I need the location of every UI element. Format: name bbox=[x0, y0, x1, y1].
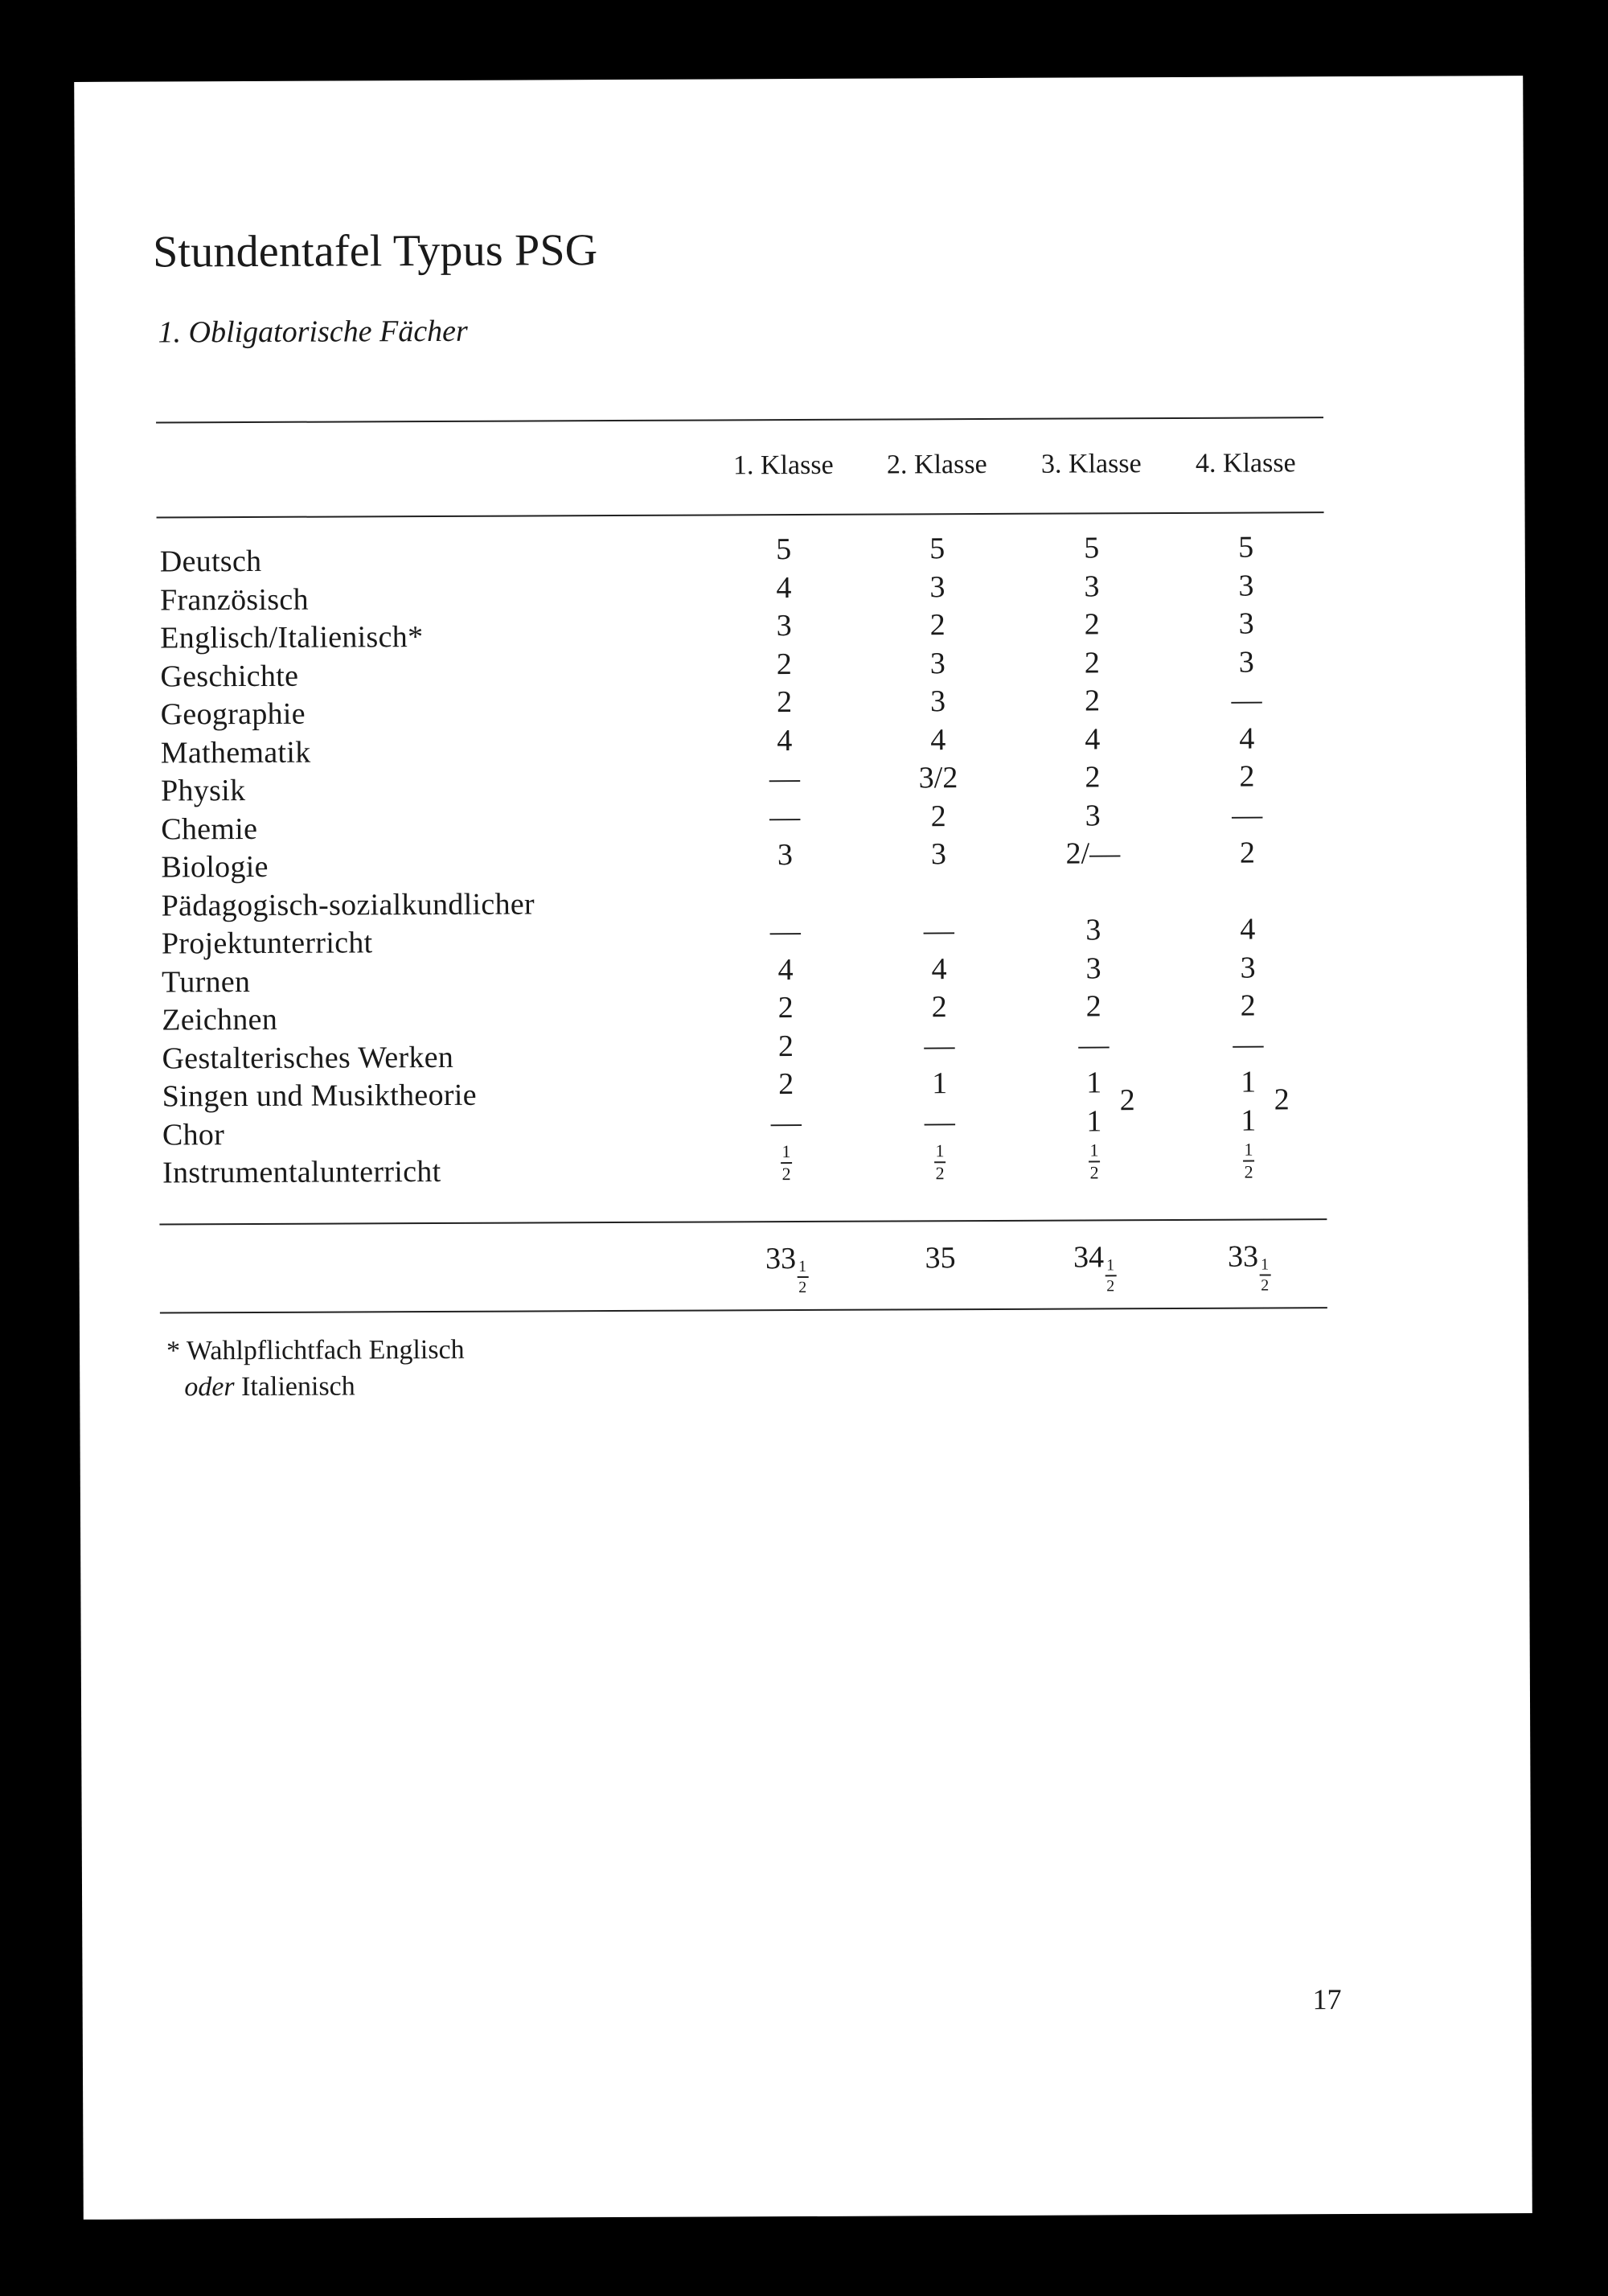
table-cell: 3 bbox=[929, 684, 946, 719]
subject-label: Pädagogisch-sozialkundlicher bbox=[161, 886, 535, 922]
subject-label: Chor bbox=[162, 1117, 225, 1152]
table-cell bbox=[884, 1142, 996, 1183]
table-cell: 4 bbox=[1239, 721, 1255, 756]
table-cell: 2 bbox=[1084, 645, 1100, 680]
table-cell: 2 bbox=[929, 608, 946, 643]
column-header-1: 1. Klasse bbox=[732, 450, 834, 481]
fraction-numerator: 1 bbox=[1261, 1255, 1270, 1274]
table-cell: 2 bbox=[777, 1029, 794, 1063]
table-cell: 3 bbox=[1238, 606, 1254, 641]
footnote-italic: oder bbox=[184, 1372, 235, 1403]
section-heading: 1. Obligatorische Fächer bbox=[158, 314, 468, 350]
subject-label: Zeichnen bbox=[162, 1002, 278, 1037]
table-cell: 5 bbox=[1238, 530, 1254, 565]
column-header-4: 4. Klasse bbox=[1195, 448, 1296, 479]
subject-label: Physik bbox=[160, 774, 246, 808]
table-cell: — bbox=[1233, 1027, 1264, 1062]
table-cell: 2 bbox=[1085, 989, 1101, 1024]
table-cell: 2 bbox=[930, 799, 946, 833]
fraction-half bbox=[797, 1259, 808, 1296]
table-cell: — bbox=[770, 1105, 802, 1140]
table-cell: 1 bbox=[1086, 1103, 1102, 1138]
fraction-denominator: 2 bbox=[1089, 1162, 1099, 1183]
fraction-denominator: 2 bbox=[1106, 1277, 1115, 1296]
table-cell: 3 bbox=[776, 609, 792, 643]
table-cell bbox=[1038, 1141, 1151, 1182]
table-cell: 1 bbox=[1086, 1066, 1102, 1100]
table-cell: 3/2 bbox=[918, 761, 958, 795]
fraction-half bbox=[934, 1140, 946, 1184]
table-cell: 3 bbox=[1084, 569, 1100, 603]
table-cell: 4 bbox=[930, 722, 946, 757]
total-cell bbox=[731, 1241, 843, 1296]
table-bottom-rule bbox=[160, 1307, 1327, 1313]
table-cell: 2 bbox=[777, 991, 794, 1025]
subject-label: Singen und Musiktheorie bbox=[162, 1078, 477, 1114]
table-cell: 1 bbox=[1241, 1103, 1257, 1138]
table-cell: 3 bbox=[1085, 951, 1101, 985]
table-cell: 4 bbox=[777, 952, 794, 987]
page-title: Stundentafel Typus PSG bbox=[152, 225, 598, 277]
table-cell: 1 bbox=[932, 1066, 948, 1101]
column-header-2: 2. Klasse bbox=[886, 449, 987, 480]
subject-label: Biologie bbox=[161, 849, 269, 885]
table-cell: 4 bbox=[931, 951, 947, 986]
table-top-rule bbox=[156, 417, 1323, 423]
value-integer: 33 bbox=[1228, 1239, 1259, 1274]
fraction-denominator: 2 bbox=[1244, 1161, 1253, 1182]
table-cell: 3 bbox=[1238, 569, 1254, 603]
fraction-numerator: 1 bbox=[1089, 1140, 1099, 1160]
fraction-half bbox=[781, 1143, 792, 1183]
fraction-half bbox=[1259, 1256, 1270, 1293]
fraction-denominator: 2 bbox=[781, 1164, 791, 1185]
footnote-rest: Italienisch bbox=[234, 1371, 355, 1403]
subject-label: Deutsch bbox=[159, 544, 262, 579]
subject-label: Französisch bbox=[159, 582, 309, 617]
table-cell: 2 bbox=[1084, 684, 1101, 718]
subject-label: Projektunterricht bbox=[161, 926, 373, 961]
table-cell: 3 bbox=[1238, 645, 1254, 680]
fraction-denominator: 2 bbox=[798, 1278, 807, 1297]
subject-label: Chemie bbox=[161, 811, 258, 846]
fraction-half bbox=[1243, 1141, 1254, 1181]
subject-label: Geographie bbox=[160, 696, 306, 732]
table-cell: 2 bbox=[776, 685, 793, 720]
fraction-denominator: 2 bbox=[1261, 1276, 1270, 1295]
fraction-numerator: 1 bbox=[781, 1141, 791, 1162]
table-cell: 2 bbox=[1084, 607, 1100, 642]
subject-label: Gestalterisches Werken bbox=[162, 1040, 454, 1075]
table-cell: 5 bbox=[776, 532, 792, 567]
fraction-numerator: 1 bbox=[798, 1257, 807, 1276]
value-integer: 33 bbox=[765, 1242, 797, 1276]
table-cell: 4 bbox=[1085, 721, 1101, 756]
table-cell: 4 bbox=[776, 570, 792, 605]
fraction-half bbox=[1105, 1257, 1116, 1294]
table-cell: 3 bbox=[929, 569, 946, 604]
table-cell: — bbox=[769, 762, 801, 796]
table-cell bbox=[1192, 1140, 1305, 1181]
fraction-numerator: 1 bbox=[1106, 1256, 1115, 1275]
table-cell: — bbox=[924, 1028, 955, 1062]
table-cell: 3 bbox=[1085, 798, 1101, 832]
table-cell: — bbox=[769, 914, 801, 949]
table-cell: 2 bbox=[1085, 760, 1101, 795]
footnote-line-1: * Wahlpflichtfach Englisch bbox=[166, 1334, 465, 1366]
table-cell: 2 bbox=[776, 647, 792, 681]
fraction-numerator: 1 bbox=[935, 1140, 945, 1161]
table-cell: 2 bbox=[1239, 759, 1255, 794]
table-cell: — bbox=[769, 799, 801, 834]
table-cell: 5 bbox=[1084, 531, 1100, 565]
table-cell: 3 bbox=[1240, 951, 1256, 985]
table-cell: 2 bbox=[1240, 988, 1256, 1023]
fraction-half bbox=[1089, 1142, 1100, 1182]
table-header-rule bbox=[157, 511, 1324, 518]
table-cell: — bbox=[923, 914, 954, 948]
fraction-bar bbox=[1259, 1274, 1270, 1275]
table-cell bbox=[730, 1143, 843, 1184]
table-cell: — bbox=[1232, 798, 1263, 832]
table-cell: — bbox=[1231, 683, 1262, 717]
table-cell: 3 bbox=[930, 837, 947, 872]
table-cell: 5 bbox=[929, 532, 946, 566]
total-cell: 35 bbox=[925, 1241, 956, 1275]
table-body-rule bbox=[159, 1218, 1327, 1225]
subject-label: Mathematik bbox=[160, 735, 311, 770]
fraction-numerator: 1 bbox=[1244, 1139, 1253, 1160]
table-cell: 3 bbox=[929, 646, 946, 680]
fraction-bar bbox=[797, 1276, 808, 1278]
combined-lesson-count: 2 bbox=[1274, 1082, 1290, 1117]
table-cell: 3 bbox=[777, 838, 794, 873]
subject-label: Turnen bbox=[162, 964, 251, 999]
fraction-denominator: 2 bbox=[935, 1163, 945, 1184]
table-cell: 2 bbox=[778, 1067, 794, 1102]
table-cell: 2 bbox=[931, 990, 947, 1025]
footnote-line-2 bbox=[184, 1371, 355, 1403]
total-cell bbox=[1039, 1239, 1151, 1295]
value-integer: 34 bbox=[1073, 1240, 1105, 1275]
total-cell bbox=[1193, 1238, 1306, 1294]
table-cell: 2 bbox=[1239, 836, 1255, 870]
table-cell: — bbox=[1078, 1027, 1110, 1062]
table-cell: 3 bbox=[1085, 913, 1101, 947]
document-page bbox=[74, 76, 1532, 2220]
subject-label: Englisch/Italienisch* bbox=[160, 620, 424, 655]
column-header-3: 3. Klasse bbox=[1040, 449, 1142, 479]
table-cell: 2/— bbox=[1065, 836, 1121, 871]
table-cell: — bbox=[924, 1104, 955, 1139]
page-number: 17 bbox=[1312, 1983, 1342, 2016]
table-cell: 1 bbox=[1241, 1065, 1257, 1099]
subject-label: Instrumentalunterricht bbox=[162, 1154, 441, 1190]
fraction-bar bbox=[1105, 1275, 1116, 1276]
table-cell: 4 bbox=[777, 723, 793, 758]
combined-lesson-count: 2 bbox=[1119, 1082, 1135, 1118]
table-cell: 4 bbox=[1240, 912, 1256, 947]
subject-label: Geschichte bbox=[160, 659, 299, 693]
